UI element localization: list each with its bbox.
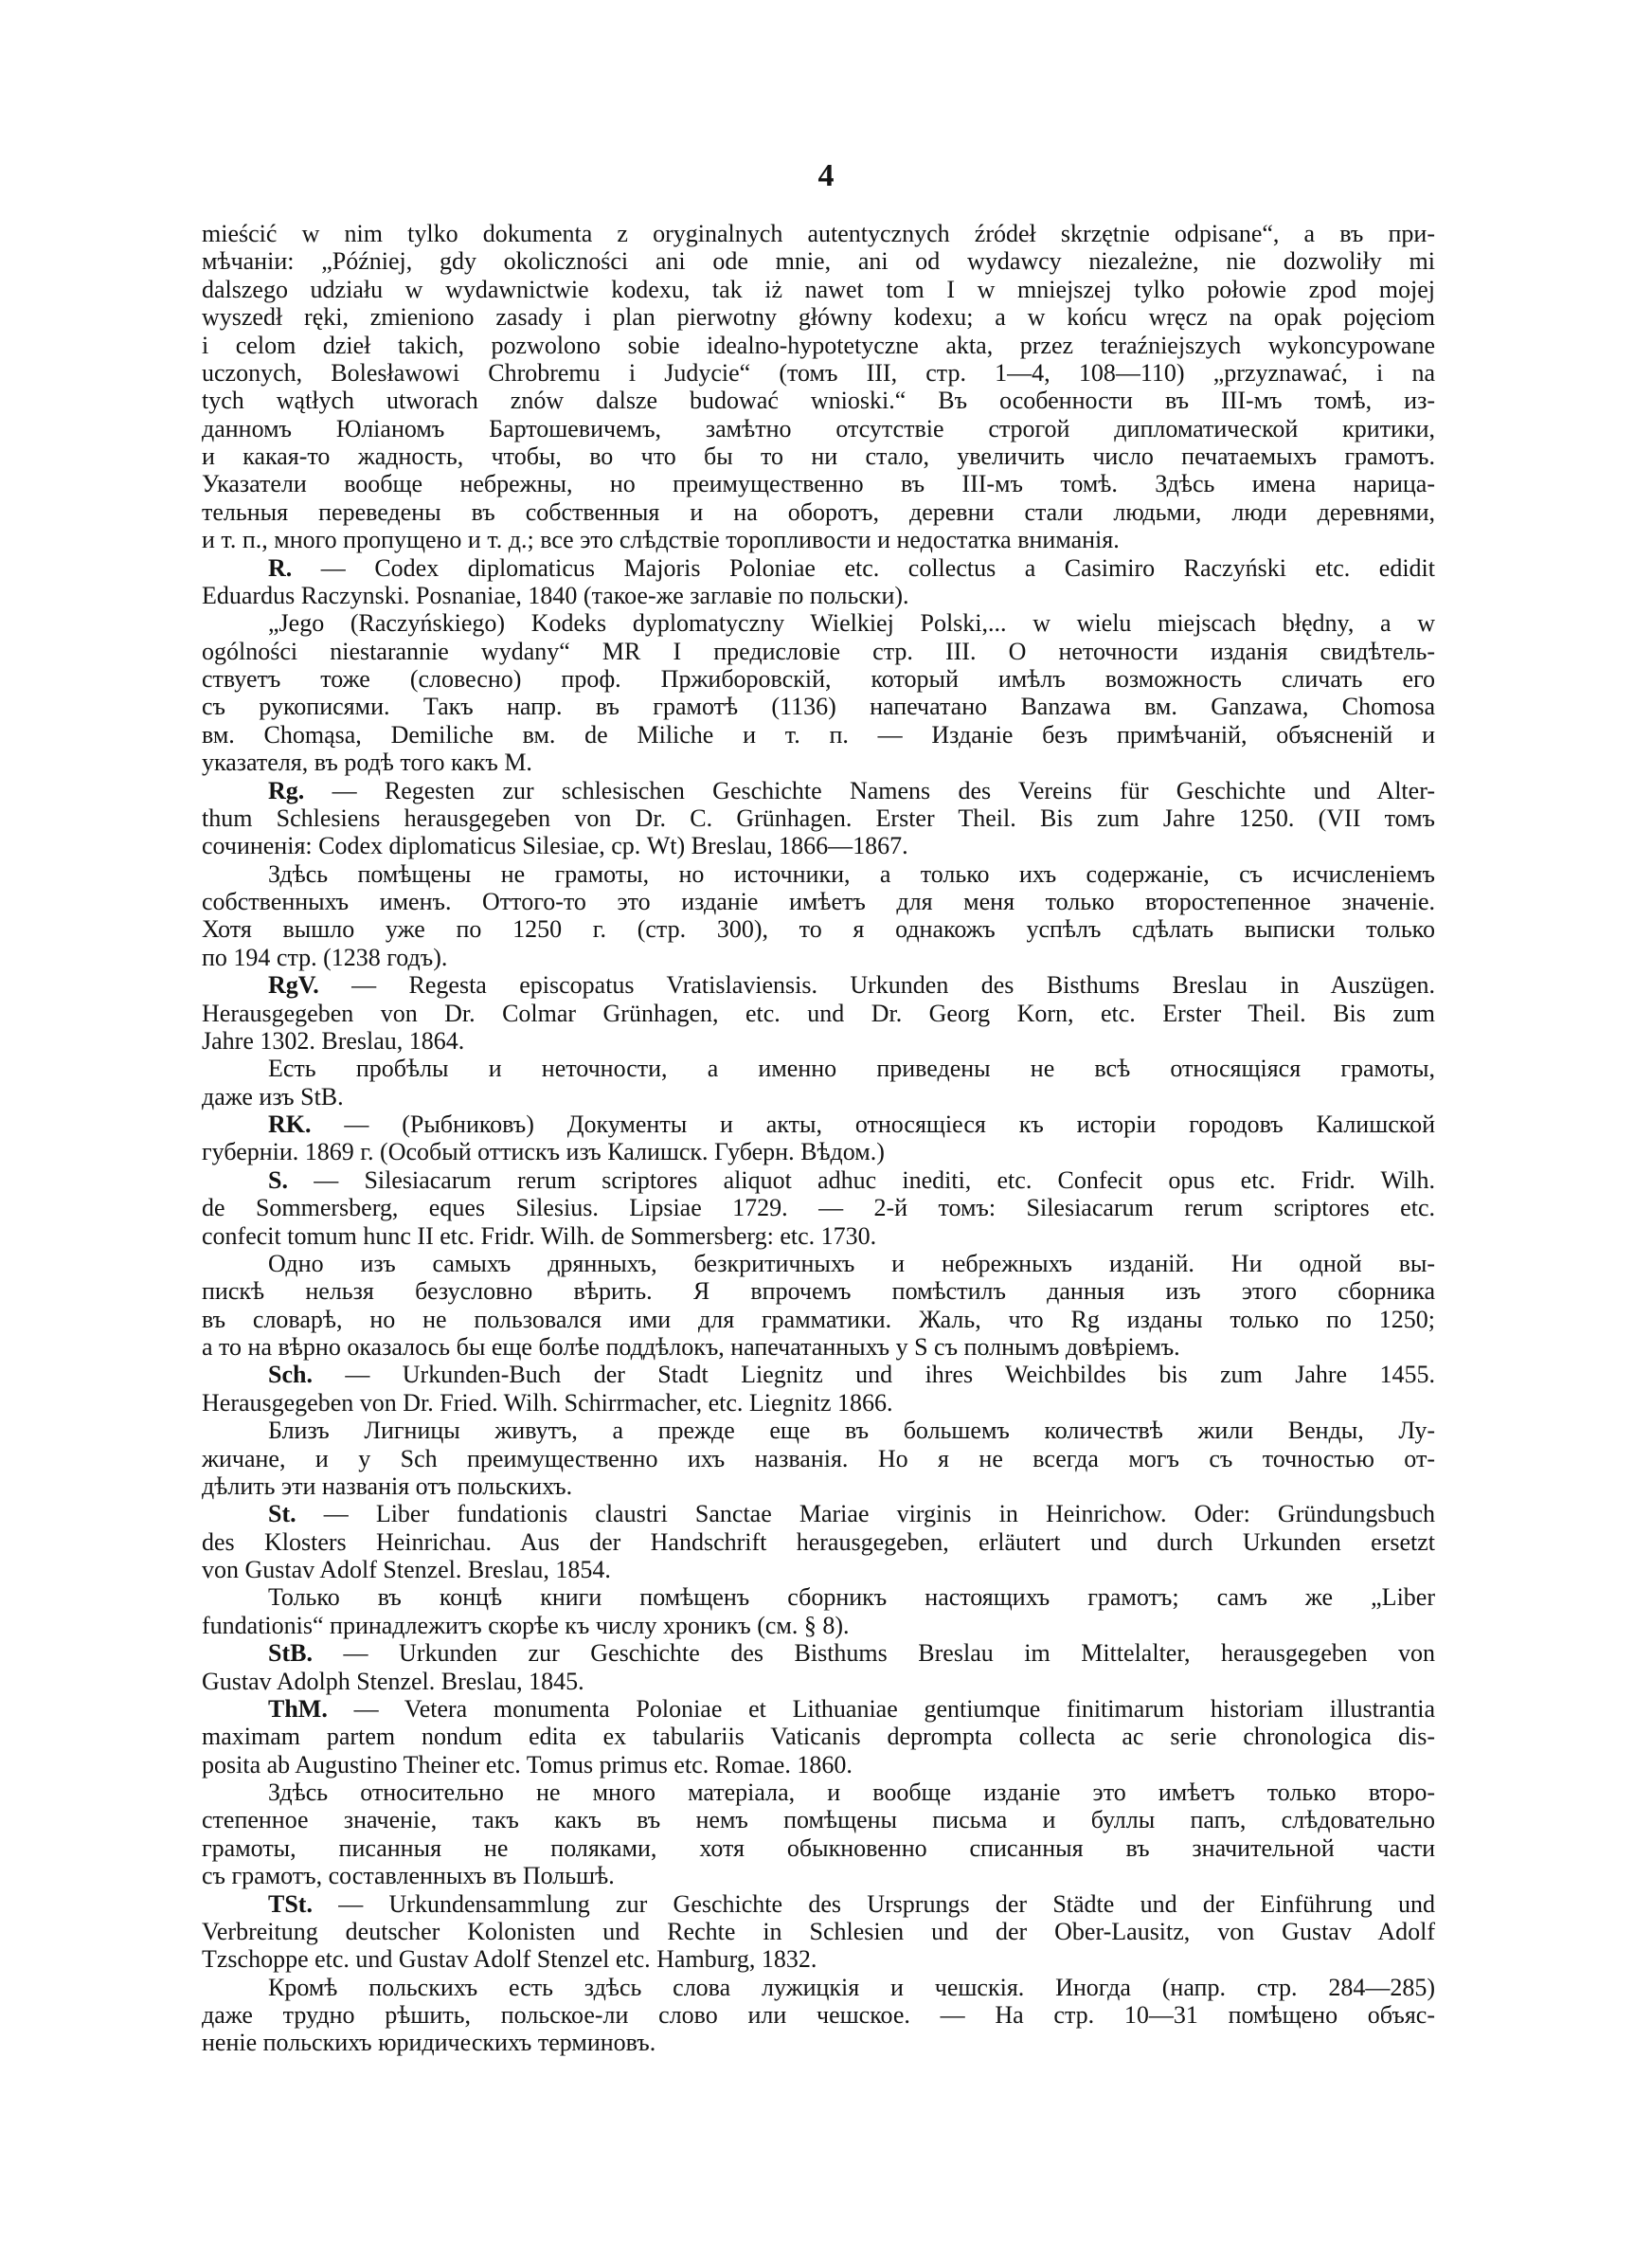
text-line — [202, 526, 1435, 553]
text-line — [202, 1779, 1435, 1806]
line-text: thum Schlesiens herausgegeben von Dr. C. Grünhagen. Erster Theil. Bis zum Jahre 1250. (VII томъ — [202, 803, 1435, 832]
text-line — [202, 1500, 1435, 1527]
line-text: Herausgegeben von Dr. Fried. Wilh. Schirrmacher, etc. Liegnitz 1866. — [202, 1388, 893, 1417]
line-text: — Codex diplomaticus Majoris Poloniae etc. collectus a Casimiro Raczyński etc. edidit — [292, 553, 1435, 582]
line-text: указателя, въ родѣ того какъ M. — [202, 749, 532, 777]
text-line — [202, 1055, 1435, 1082]
line-text: дѣлить эти названія отъ польскихъ. — [202, 1472, 573, 1500]
line-text: грамоты, писанныя не поляками, хотя обыкновенно списанныя въ значительной части — [202, 1833, 1435, 1862]
text-line — [202, 1389, 1435, 1417]
entry-sigla: R. — [268, 553, 293, 582]
line-text: confecit tomum hunc II etc. Fridr. Wilh. de Sommersberg: etc. 1730. — [202, 1221, 877, 1250]
text-line — [202, 1556, 1435, 1583]
line-text: по 194 стр. (1238 годъ). — [202, 943, 448, 971]
text-line — [202, 1250, 1435, 1277]
text-line — [202, 888, 1435, 915]
text-line — [202, 777, 1435, 804]
text-line — [202, 915, 1435, 943]
line-text: Только въ концѣ книги помѣщенъ сборникъ настоящихъ грамотъ; самъ же „Liber — [268, 1583, 1435, 1612]
line-text: а то на вѣрно оказалось бы еще болѣе поддѣлокъ, напечатанныхъ у S съ полнымъ довѣріемъ. — [202, 1333, 1180, 1361]
line-text: — Silesiacarum rerum scriptores aliquot adhuc inediti, etc. Confecit opus etc. Fridr. Wilh. — [287, 1165, 1435, 1194]
line-text: fundationis“ принадлежитъ скорѣе къ числу хроникъ (см. § 8). — [202, 1611, 850, 1639]
text-line — [202, 1083, 1435, 1110]
text-line — [202, 832, 1435, 859]
text-line — [202, 387, 1435, 414]
text-line — [202, 638, 1435, 665]
text-line — [202, 1138, 1435, 1165]
line-text: — Regesta episcopatus Vratislaviensis. Urkunden des Bisthums Breslau in Auszügen. — [318, 971, 1435, 1000]
line-text: съ грамотъ, составленныхъ въ Польшѣ. — [202, 1862, 615, 1890]
text-line — [202, 1751, 1435, 1779]
line-text: mieścić w nim tylko dokumenta z oryginalnych autentycznych źródeł skrzętnie odpisane“, а въ при- — [202, 220, 1435, 247]
line-text: dalszego udziału w wydawnictwie kodexu, tak iż nawet tom I w mniejszej tylko połowie zpod mojej — [202, 275, 1435, 303]
line-text: Eduardus Raczynski. Posnaniae, 1840 (такое-же заглавіе по польски). — [202, 581, 909, 609]
line-text: данномъ Юліаномъ Бартошевичемъ, замѣтно отсутствіе строгой дипломатической критики, — [202, 414, 1435, 442]
line-text: — Liber fundationis claustri Sanctae Mariae virginis in Heinrichow. Oder: Gründungsbuch — [296, 1500, 1435, 1528]
line-text: ogólności niestarannie wydany“ MR I предисловіе стр. III. О неточности изданія свидѣтель- — [202, 637, 1435, 665]
text-line — [202, 1806, 1435, 1833]
line-text: Tzschoppe etc. und Gustav Adolf Stenzel etc. Hamburg, 1832. — [202, 1945, 817, 1974]
text-line — [202, 1445, 1435, 1472]
line-text: tych wątłych utworach znów dalsze budować wnioski.“ Въ особенности въ III-мъ томѣ, из- — [202, 387, 1435, 415]
entry-sigla: TSt. — [268, 1889, 313, 1918]
line-text: ствуетъ тоже (словесно) проф. Пржиборовскій, который имѣлъ возможность сличать его — [202, 665, 1435, 693]
line-text: пискѣ нельзя безусловно вѣрить. Я впрочемъ помѣстилъ данныя изъ этого сборника — [202, 1277, 1435, 1306]
line-text: — (Рыбниковъ) Документы и акты, относящіеся къ исторіи городовъ Калишской — [311, 1110, 1435, 1138]
line-text: des Klosters Heinrichau. Aus der Handschrift herausgegeben, erläutert und durch Urkunden ersetzt — [202, 1527, 1435, 1556]
text-line — [202, 1194, 1435, 1221]
text-line — [202, 359, 1435, 387]
line-text: Здѣсь относительно не много матеріала, и вообще изданіе это имѣетъ только второ- — [268, 1779, 1435, 1806]
text-line — [202, 665, 1435, 693]
line-text: — Urkunden zur Geschichte des Bisthums Breslau im Mittelalter, herausgegeben von — [312, 1639, 1435, 1668]
text-line — [202, 1417, 1435, 1444]
line-text: вм. Chomąsa, Demiliche вм. de Miliche и т. п. — Изданіе безъ примѣчаній, объясненій и — [202, 720, 1435, 749]
text-line — [202, 721, 1435, 749]
line-text: de Sommersberg, eques Silesius. Lipsiae 1729. — 2-й томъ: Silesiacarum rerum scriptores etc. — [202, 1194, 1435, 1222]
line-text: uczonych, Bolesławowi Chrobremu i Judycie“ (томъ III, стр. 1—4, 108—110) „przyznawać, i na — [202, 358, 1435, 387]
line-text: мѣчаніи: „Później, gdy okoliczności ani ode mnie, ani od wydawcy niezależne, nie dozwoliły mi — [202, 247, 1435, 276]
line-text: даже изъ StB. — [202, 1082, 344, 1110]
entry-sigla: Sch. — [268, 1361, 313, 1389]
text-line — [202, 944, 1435, 971]
line-text: Указатели вообще небрежны, но преимущественно въ III-мъ томѣ. Здѣсь имена нарица- — [202, 470, 1435, 498]
line-text: — Urkunden-Buch der Stadt Liegnitz und ihres Weichbildes bis zum Jahre 1455. — [312, 1361, 1435, 1389]
text-line — [202, 1222, 1435, 1250]
text-line — [202, 1918, 1435, 1945]
line-text: „Jego (Raczyńskiego) Kodeks dyplomatyczny Wielkiej Polski,... w wielu miejscach błędny, a w — [268, 609, 1435, 638]
line-text: тельныя переведены въ собственныя и на оборотъ, деревни стали людьми, люди деревнями, — [202, 497, 1435, 526]
line-text: Кромѣ польскихъ есть здѣсь слова лужицкія и чешскія. Иногда (напр. стр. 284—285) — [268, 1973, 1435, 2001]
text-line — [202, 1027, 1435, 1055]
entry-sigla: S. — [268, 1165, 288, 1194]
text-line — [202, 1166, 1435, 1194]
line-text: posita ab Augustino Theiner etc. Tomus primus etc. Romae. 1860. — [202, 1750, 853, 1779]
text-line — [202, 1583, 1435, 1611]
text-line — [202, 276, 1435, 303]
text-line — [202, 804, 1435, 832]
line-text: — Regesten zur schlesischen Geschichte Namens des Vereins für Geschichte und Alter- — [304, 776, 1435, 804]
line-text: Есть пробѣлы и неточности, а именно приведены не всѣ относящіяся грамоты, — [268, 1055, 1435, 1083]
line-text: Gustav Adolph Stenzel. Breslau, 1845. — [202, 1667, 584, 1695]
text-line — [202, 1834, 1435, 1862]
text-line — [202, 415, 1435, 442]
line-text: и т. п., много пропущено и т. д.; все это слѣдствіе торопливости и недостатка вниманія. — [202, 526, 1120, 554]
entry-sigla: RgV. — [268, 971, 319, 1000]
text-line — [202, 693, 1435, 720]
line-text: von Gustav Adolf Stenzel. Breslau, 1854. — [202, 1556, 611, 1583]
text-line — [202, 1361, 1435, 1388]
text-line — [202, 1110, 1435, 1138]
line-text: и какая-то жадность, чтобы, во что бы то ни стало, увеличить число печатаемыхъ грамотъ. — [202, 442, 1435, 470]
line-text: неніе польскихъ юридическихъ терминовъ. — [202, 2029, 656, 2057]
line-text: собственныхъ именъ. Оттого-то это изданіе имѣетъ для меня только второстепенное значеніе. — [202, 888, 1435, 915]
entry-sigla: StB. — [268, 1639, 313, 1668]
line-text: Verbreitung deutscher Kolonisten und Rechte in Schlesien und der Ober-Lausitz, von Gustav Adolf — [202, 1917, 1435, 1945]
text-line — [202, 332, 1435, 359]
line-text: съ рукописями. Такъ напр. въ грамотѣ (1136) напечатано Banzawa вм. Ganzawa, Chomosa — [202, 693, 1435, 721]
text-line — [202, 1000, 1435, 1027]
text-line — [202, 1668, 1435, 1695]
line-text: Близъ Лигницы живутъ, а прежде еще въ большемъ количествѣ жили Венды, Лу- — [268, 1417, 1435, 1445]
line-text: — Urkundensammlung zur Geschichte des Ursprungs der Städte und der Einführung und — [312, 1889, 1435, 1918]
text-line — [202, 1612, 1435, 1639]
text-line — [202, 1333, 1435, 1361]
text-line — [202, 1277, 1435, 1305]
text-line — [202, 442, 1435, 470]
line-text: wyszedł ręki, zmieniono zasady i plan pierwotny główny kodexu; a w końcu wręcz na opak pojęciom — [202, 303, 1435, 332]
text-line — [202, 303, 1435, 331]
text-line — [202, 220, 1435, 247]
line-text: сочиненія: Codex diplomaticus Silesiae, ср. Wt) Breslau, 1866—1867. — [202, 832, 908, 860]
document-body — [202, 220, 1435, 2057]
entry-sigla: Rg. — [268, 776, 305, 804]
text-line — [202, 2029, 1435, 2056]
text-line — [202, 1945, 1435, 1973]
page-number: 4 — [817, 158, 835, 193]
line-text: даже трудно рѣшить, польское-ли слово или чешское. — На стр. 10—31 помѣщено объяс- — [202, 2001, 1435, 2029]
entry-sigla: ThM. — [268, 1694, 328, 1723]
text-line — [202, 1472, 1435, 1500]
entry-sigla: RK. — [268, 1110, 312, 1138]
text-line — [202, 860, 1435, 888]
line-text: въ словарѣ, но не пользовался ими для грамматики. Жаль, что Rg изданы только по 1250; — [202, 1305, 1435, 1333]
line-text: губерніи. 1869 г. (Особый оттискъ изъ Калишск. Губерн. Вѣдом.) — [202, 1138, 885, 1166]
text-line — [202, 1890, 1435, 1918]
text-line — [202, 498, 1435, 526]
text-line — [202, 1974, 1435, 2001]
text-line — [202, 1695, 1435, 1723]
line-text: Здѣсь помѣщены не грамоты, но источники, а только ихъ содержаніе, съ исчисленіемъ — [268, 859, 1435, 888]
line-text: Одно изъ самыхъ дрянныхъ, безкритичныхъ и небрежныхъ изданій. Ни одной вы- — [268, 1249, 1435, 1277]
text-line — [202, 1862, 1435, 1889]
line-text: Хотя вышло уже по 1250 г. (стр. 300), то я однакожъ успѣлъ сдѣлать выписки только — [202, 915, 1435, 944]
text-line — [202, 1639, 1435, 1667]
text-line — [202, 2001, 1435, 2029]
text-line — [202, 247, 1435, 275]
text-line — [202, 971, 1435, 999]
line-text: maximam partem nondum edita ex tabulariis Vaticanis deprompta collecta ac serie chronologica dis- — [202, 1723, 1435, 1751]
line-text: жичане, и у Sch преимущественно ихъ названія. Но я не всегда могъ съ точностью от- — [202, 1444, 1435, 1472]
line-text: — Vetera monumenta Poloniae et Lithuaniae gentiumque finitimarum historiam illustrantia — [327, 1694, 1435, 1723]
text-line — [202, 609, 1435, 637]
text-line — [202, 1723, 1435, 1750]
line-text: Jahre 1302. Breslau, 1864. — [202, 1026, 465, 1055]
text-line — [202, 582, 1435, 609]
text-line — [202, 554, 1435, 582]
entry-sigla: St. — [268, 1500, 296, 1528]
text-line — [202, 1306, 1435, 1333]
text-line — [202, 749, 1435, 776]
line-text: i celom dzieł takich, pozwolono sobie idealno-hypotetyczne akta, przez teraźniejszych wykoncypowane — [202, 331, 1435, 359]
text-line — [202, 1528, 1435, 1556]
text-line — [202, 470, 1435, 497]
line-text: Herausgegeben von Dr. Colmar Grünhagen, etc. und Dr. Georg Korn, etc. Erster Theil. Bis zum — [202, 999, 1435, 1027]
line-text: степенное значеніе, такъ какъ въ немъ помѣщены письма и буллы папъ, слѣдовательно — [202, 1806, 1435, 1834]
